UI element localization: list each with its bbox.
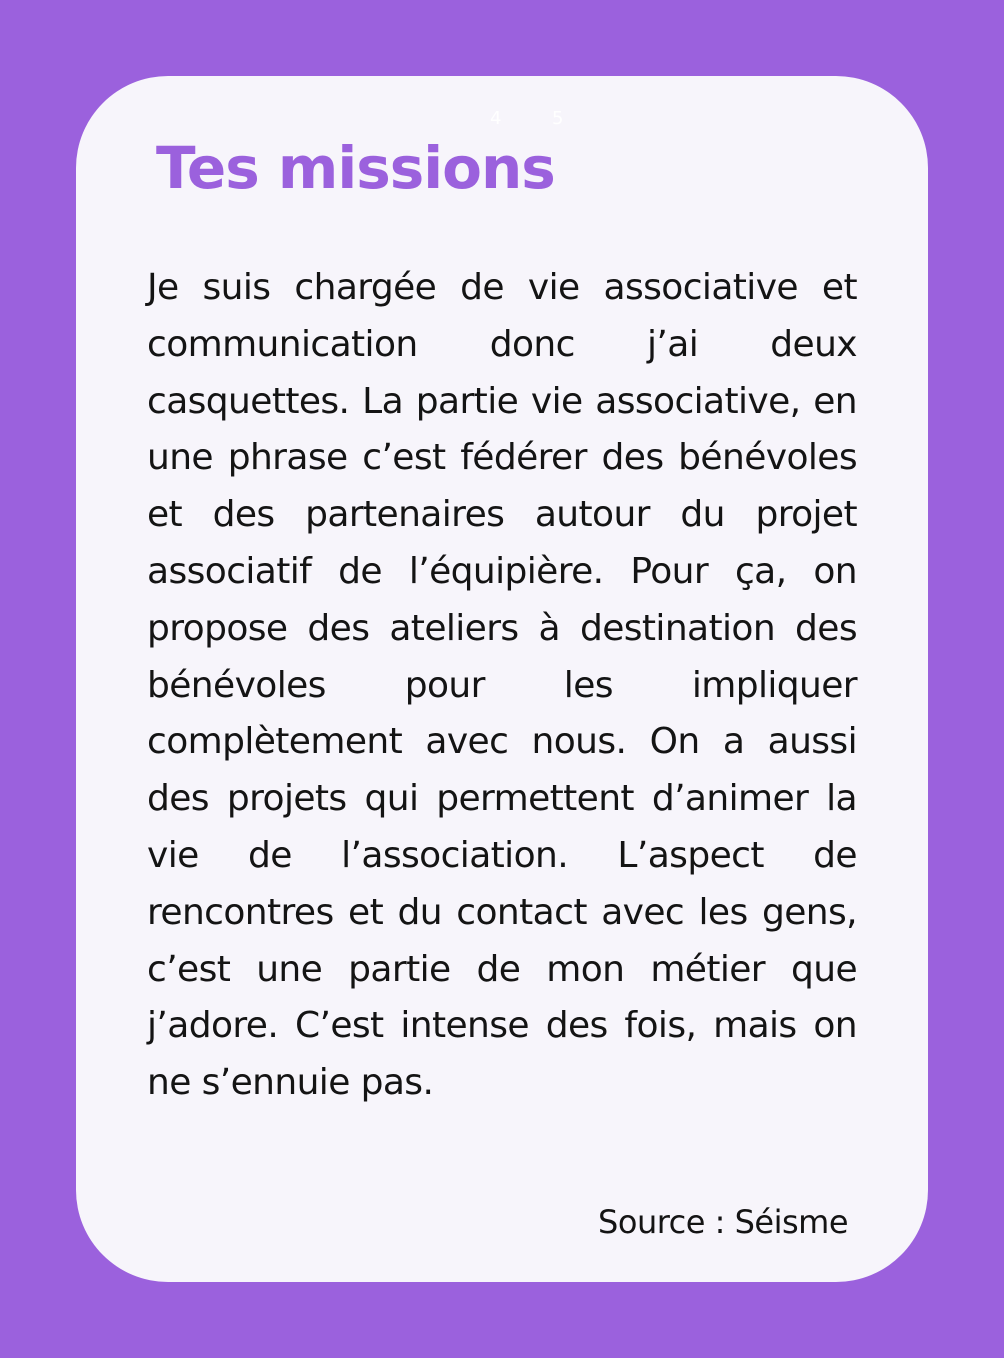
page-number-left: 4 xyxy=(490,108,502,129)
card-title: Tes missions xyxy=(156,134,555,202)
card-body-text: Je suis chargée de vie associative et communication donc j’ai deux casquettes. La partie vie associative, en une phrase c’est fédérer des bénévoles et des partenaires autour du projet associatif de l’équipière. Pour ça, on propose des ateliers à destination des bénévoles pour les impliquer complètement avec nous. On a aussi des projets qui permettent d’animer la vie de l’association. L’aspect de rencontres et du contact avec les gens, c’est une partie de mon métier que j’adore. C’est intense des fois, mais on ne s’ennuie pas. xyxy=(147,267,857,1104)
page-number-right: 5 xyxy=(552,108,564,129)
source-credit: Source : Séisme xyxy=(598,1203,848,1241)
page-numbers xyxy=(490,108,570,134)
